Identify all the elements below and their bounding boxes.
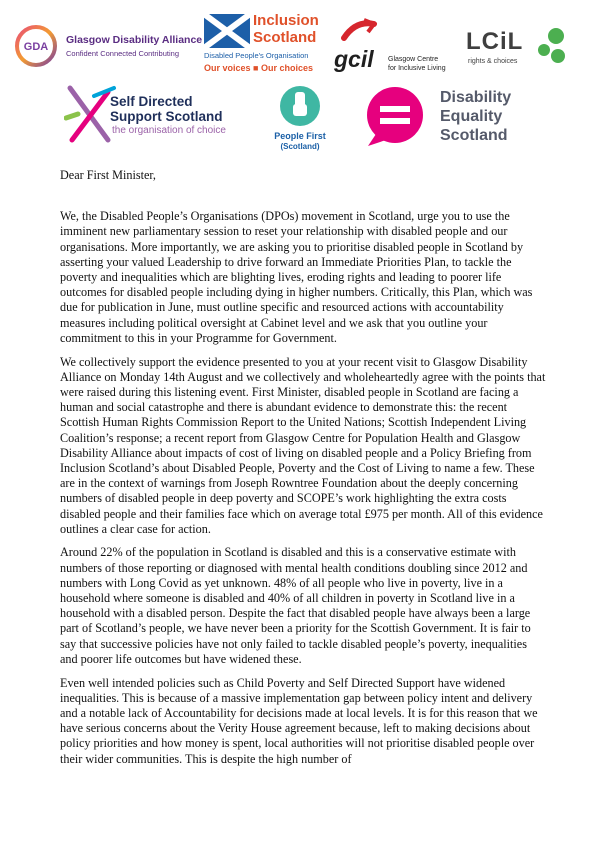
inclusion-slogan: Our voices ■ Our choices xyxy=(204,63,313,73)
raised-fist-icon xyxy=(278,82,322,130)
inclusion-word: Inclusion xyxy=(253,12,319,29)
paragraph-1: We, the Disabled People’s Organisations (DPOs) movement in Scotland, urge you to use the imminent new parliamentary session to reset your relationship with disabled people and our organisations. More importantly, we are asking you to prioritise disabled people in Scotland by asserting your valued Leadership to drive forward an Immediate Priorities Plan, to tackle the poverty and inequalities which are blighting lives, eroding rights and leading to poorer life outcomes for disabled people including dying in higher numbers. Critically, this Plan, which was due for publication in June, must outline specific and resourced actions with accountability measures including political oversight at Cabinet level and we ask that you outline your commitment to this in your Programme for Government. xyxy=(60,209,533,345)
inclusion-subtitle: Disabled People's Organisation xyxy=(204,51,309,60)
gcil-line2: for Inclusive Living xyxy=(388,65,446,72)
lcil-logo xyxy=(466,26,574,76)
gda-initials: GDA xyxy=(23,41,49,53)
des-line3: Scotland xyxy=(440,127,508,144)
gda-logo xyxy=(14,24,203,68)
people-first-logo xyxy=(264,82,336,156)
gda-name: Glasgow Disability Alliance xyxy=(66,34,203,46)
people-first-region: (Scotland) xyxy=(280,142,320,151)
sds-line2: Support Scotland xyxy=(110,109,223,124)
equals-speech-bubble-icon xyxy=(362,84,428,150)
paragraph-2: We collectively support the evidence presented to you at your recent visit to Glasgow Disability Alliance on Monday 14th August and we collectively and wholeheartedly agree with the points that were raised during this listening event. First Minister, disabled people in Scotland are facing a human and social catastrophe and there is abundant evidence to demonstrate this: the recent Scottish Human Rights Commission Report to the United Nations; Scottish Independent Living Coalition’s response; a recent report from Glasgow Centre for Population Health and Glasgow Disability Alliance about impacts of cost of living on disabled people and a Policy Briefing from Inclusion Scotland’s about Disabled People, Poverty and the Cost of Living to name a few. These are in the context of warnings from Joseph Rowntree Foundation about the deeply concerning numbers of disabled people in deep poverty and SCOPE’s work highlighting the extra costs disabled people and their families face which on average total £975 per month. All of this evidence outlines a clear case for action. xyxy=(60,354,546,536)
lcil-wordmark: LCiL xyxy=(466,28,524,55)
salutation: Dear First Minister, xyxy=(60,168,156,182)
gcil-wordmark: gcil xyxy=(334,46,374,72)
gda-tagline: Confident Connected Contributing xyxy=(66,49,179,58)
paragraph-3: Around 22% of the population in Scotland is disabled and this is a conservative estimate with numbers of those reporting or diagnosed with mental health conditions doubling since 2012 and numbers with Long Covid as yet unknown. 48% of all people who live in poverty, live in a household where someone is disabled and 40% of all children in poverty in Scotland live in a household with a disabled person. Despite the fact that disabled people have always been a large part of Scotland’s people, we have never been a priority for the Scottish Government. It is fair to say that successive policies have not only failed to tackle disabled people’s poverty, inequalities and poorer life outcomes but have widened these. xyxy=(60,545,531,666)
saltire-flag-icon xyxy=(204,14,250,48)
scotland-word: Scotland xyxy=(253,29,317,46)
letter-body xyxy=(60,168,546,775)
gcil-logo xyxy=(330,18,458,76)
des-line1: Disability xyxy=(440,89,512,106)
sds-tagline: the organisation of choice xyxy=(112,125,226,136)
people-first-name: People First xyxy=(274,131,326,141)
gcil-line1: Glasgow Centre xyxy=(388,56,439,63)
paragraph-4: Even well intended policies such as Child Poverty and Self Directed Support have widened inequalities. This is because of a massive implementation gap between policy intent and delivery and a notable lack of Accountability for decisions made at local levels. It is for this reason that we have serious concerns about the Verity House agreement because, left to making decisions about policy priorities and how money is spent, local authorities will not prioritise disabled people over their wider communities. This is despite the high number of xyxy=(60,675,538,766)
sds-line1: Self Directed xyxy=(110,94,193,109)
sds-logo xyxy=(64,84,254,150)
lcil-dots-icon xyxy=(534,26,566,66)
gda-ring-icon xyxy=(14,24,58,68)
des-logo xyxy=(362,84,562,154)
lcil-tagline: rights & choices xyxy=(468,58,518,65)
inclusion-scotland-logo xyxy=(204,14,326,76)
des-line2: Equality xyxy=(440,108,503,125)
